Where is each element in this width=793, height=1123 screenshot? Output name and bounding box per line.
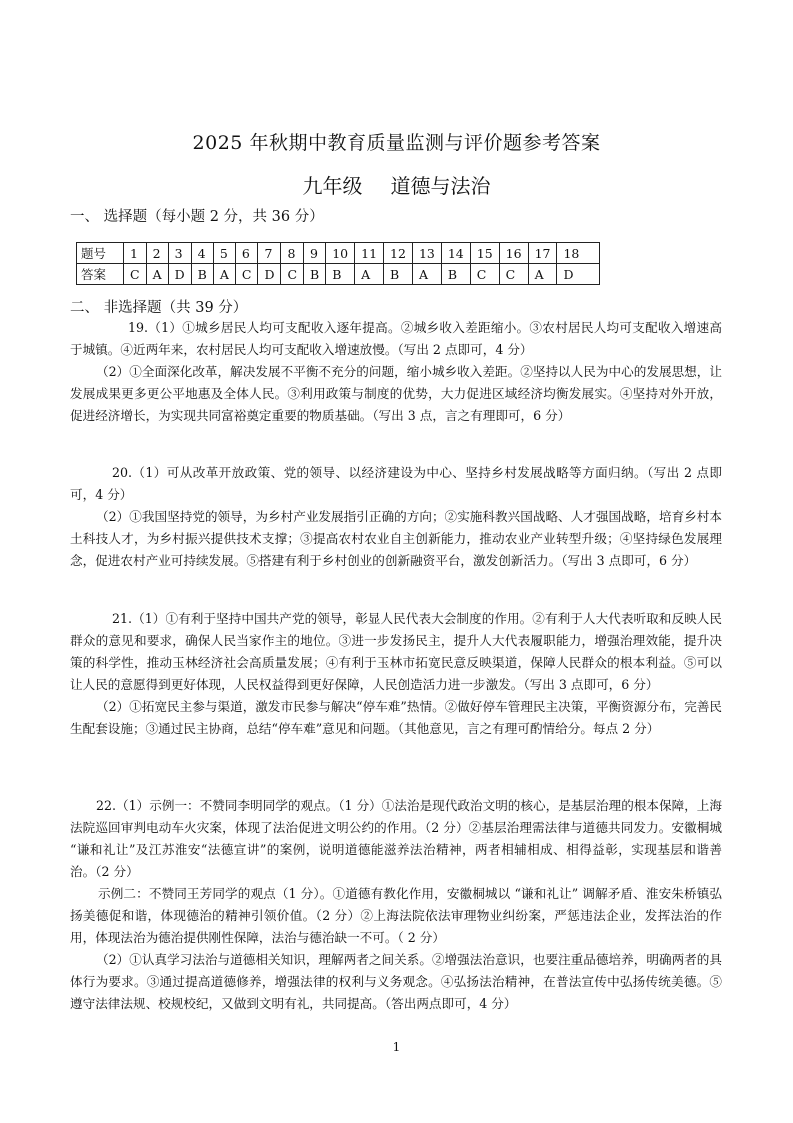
- q22-example1: 22.（1）示例一：不赞同李明同学的观点。（1 分）①法治是现代政治文明的核心，是基层治理的根本保障，上海法院巡回审判电动车火灾案，体现了法治促进文明公约的作用。（2 分）②基层治理需法律与道德共同发力。安徽桐城 “谦和礼让”及江苏淮安“法德宣讲”的案例，说明道德能滋养法治精神，两者相辅相成、相得益彰，实现基层和谐善治。（2 分）: [70, 798, 722, 879]
- answer-cell: C: [124, 264, 147, 285]
- grade-label: 九年级: [302, 174, 363, 198]
- section2-heading: 二、 非选择题（共 39 分）: [70, 300, 248, 316]
- number-cell: 14: [441, 243, 470, 264]
- number-cell: 5: [213, 243, 235, 264]
- number-cell: 8: [281, 243, 304, 264]
- q20-part1: 20.（1）可从改革开放政策、党的领导、以经济建设为中心、坚持乡村发展战略等方面归纳。（写出 2 点即可，4 分）: [70, 465, 722, 502]
- answer-row: [77, 264, 600, 285]
- question-21: [70, 608, 722, 740]
- answer-cell: D: [168, 264, 191, 285]
- answer-cell: A: [528, 264, 557, 285]
- number-cell: 15: [470, 243, 499, 264]
- answer-cell: C: [281, 264, 304, 285]
- answer-cell: A: [355, 264, 384, 285]
- row-label-number: 题号: [77, 243, 124, 264]
- answer-cell: B: [384, 264, 413, 285]
- document-subtitle: [0, 170, 793, 199]
- answer-table: [76, 242, 600, 285]
- number-cell: 17: [528, 243, 557, 264]
- page-number: 1: [392, 1040, 401, 1054]
- answer-cell: B: [326, 264, 355, 285]
- answer-cell: D: [557, 264, 600, 285]
- number-cell: 9: [304, 243, 326, 264]
- number-cell: 11: [355, 243, 384, 264]
- answer-cell: B: [441, 264, 470, 285]
- q19-part2: （2）①全面深化改革，解决发展不平衡不充分的问题，缩小城乡收入差距。②坚持以人民为中心的发展思想，让发展成果更多更公平地惠及全体人民。③利用政策与制度的优势，大力促进区域经济均衡发展实。④坚持对外开放，促进经济增长，为实现共同富裕奠定重要的物质基础。（写出 3 点，言之有理即可，6 分）: [70, 364, 722, 423]
- section1-heading: 一、 选择题（每小题 2 分，共 36 分）: [70, 209, 324, 225]
- question-20: [70, 462, 722, 572]
- number-cell: 1: [124, 243, 147, 264]
- q19-part1: 19.（1）①城乡居民人均可支配收入逐年提高。②城乡收入差距缩小。③农村居民人均可支配收入增速高于城镇。④近两年来，农村居民人均可支配收入增速放慢。（写出 2 点即可，4 分）: [70, 320, 722, 357]
- number-cell: 13: [412, 243, 441, 264]
- answer-cell: A: [412, 264, 441, 285]
- question-22: [70, 795, 722, 1015]
- number-cell: 2: [146, 243, 168, 264]
- answer-cell: A: [213, 264, 235, 285]
- q20-part2: （2）①我国坚持党的领导，为乡村产业发展指引正确的方向；②实施科教兴国战略、人才强国战略，培育乡村本土科技人才，为乡村振兴提供技术支撑；③提高农村农业自主创新能力，推动农业产业转型升级；④坚持绿色发展理念，促进农村产业可持续发展。⑤搭建有利于乡村创业的创新融资平台，激发创新活力。（写出 3 点即可，6 分）: [70, 509, 722, 568]
- number-cell: 7: [258, 243, 281, 264]
- number-cell: 10: [326, 243, 355, 264]
- answer-cell: C: [235, 264, 258, 285]
- subject-label: 道德与法治: [390, 174, 491, 198]
- number-cell: 3: [168, 243, 191, 264]
- answer-cell: B: [191, 264, 213, 285]
- number-cell: 12: [384, 243, 413, 264]
- q22-part2: （2）①认真学习法治与道德相关知识，理解两者之间关系。②增强法治意识，也要注重品德培养，明确两者的具体行为要求。③通过提高道德修养，增强法律的权利与义务观念。④弘扬法治精神，在普法宣传中弘扬传统美德。⑤遵守法律法规、校规校纪，又做到文明有礼，共同提高。（答出两点即可，4 分）: [70, 952, 722, 1011]
- number-cell: 18: [557, 243, 600, 264]
- q21-part2: （2）①拓宽民主参与渠道，激发市民参与解决“停车难”热情。②做好停车管理民主决策，平衡资源分布，完善民生配套设施；③通过民主协商，总结“停车难”意见和问题。（其他意见，言之有理可酌情给分。每点 2 分）: [70, 699, 722, 736]
- row-label-answer: 答案: [77, 264, 124, 285]
- answer-cell: B: [304, 264, 326, 285]
- q21-part1: 21.（1）①有利于坚持中国共产党的领导，彰显人民代表大会制度的作用。②有利于人大代表听取和反映人民群众的意见和要求，确保人民当家作主的地位。③进一步发扬民主，提升人大代表履职能力，增强治理效能，提升决策的科学性，推动玉林经济社会高质量发展；④有利于玉林市拓宽民意反映渠道，保障人民群众的根本利益。⑤可以让人民的意愿得到更好体现，人民权益得到更好保障，人民创造活力进一步激发。（写出 3 点即可，6 分）: [70, 611, 722, 692]
- document-title: 2025 年秋期中教育质量监测与评价题参考答案: [192, 132, 601, 154]
- answer-cell: A: [146, 264, 168, 285]
- question-number-row: [77, 243, 600, 264]
- answer-cell: D: [258, 264, 281, 285]
- q22-example2: 示例二：不赞同王芳同学的观点（1 分）。①道德有教化作用，安徽桐城以 “谦和礼让” 调解矛盾、淮安朱桥镇弘扬美德促和谐，体现德治的精神引领价值。（2 分）②上海法院依法审理物业纠纷案，严惩违法企业，发挥法治的作用，体现法治为德治提供刚性保障，法治与德治缺一不可。（ 2 分）: [70, 886, 722, 945]
- number-cell: 6: [235, 243, 258, 264]
- number-cell: 4: [191, 243, 213, 264]
- answer-cell: C: [499, 264, 528, 285]
- number-cell: 16: [499, 243, 528, 264]
- question-19: [70, 317, 722, 427]
- answer-cell: C: [470, 264, 499, 285]
